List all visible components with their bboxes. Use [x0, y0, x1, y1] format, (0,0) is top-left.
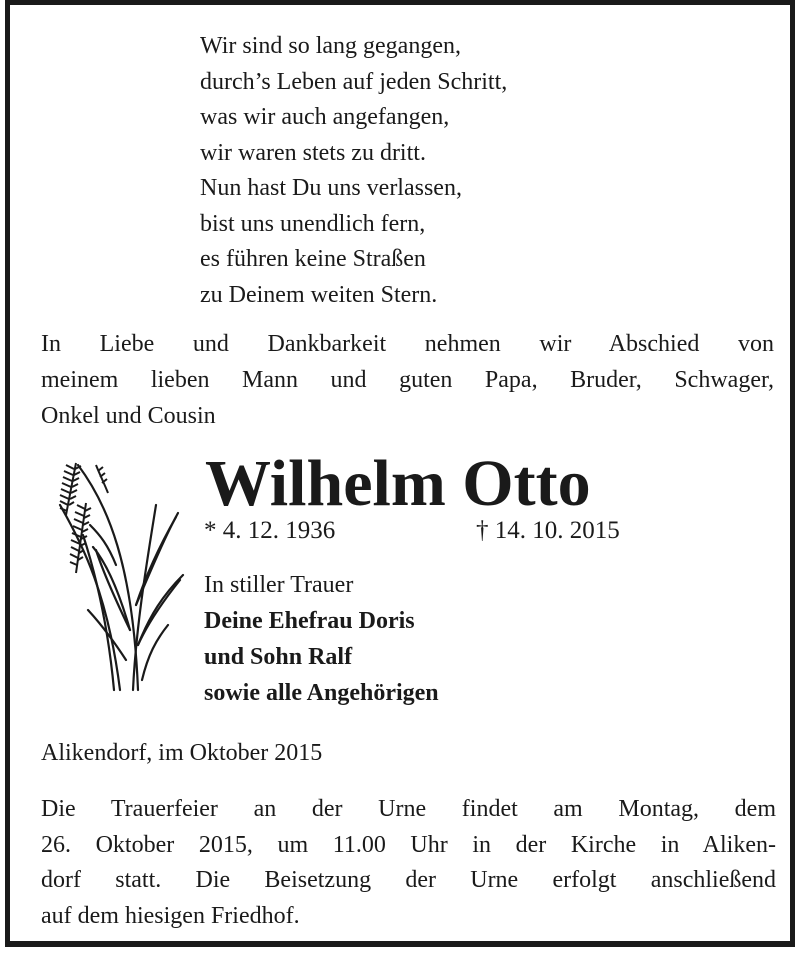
- poem-line: Nun hast Du uns verlassen,: [200, 175, 462, 201]
- mourner-name: und Sohn Ralf: [204, 644, 353, 670]
- poem-line: was wir auch angefangen,: [200, 104, 450, 130]
- place-date: Alikendorf, im Oktober 2015: [41, 740, 323, 766]
- deceased-name: Wilhelm Otto: [205, 447, 591, 520]
- funeral-line: Die Trauerfeier an der Urne findet am Montag, dem: [41, 796, 776, 822]
- wheat-ears-icon: [38, 445, 188, 695]
- poem: [200, 29, 507, 313]
- death-date: † 14. 10. 2015: [476, 517, 620, 544]
- poem-line: zu Deinem weiten Stern.: [200, 281, 438, 308]
- poem-line: bist uns unendlich fern,: [200, 210, 426, 237]
- funeral-details: [41, 792, 776, 934]
- farewell-line: In Liebe und Dankbarkeit nehmen wir Abschied von: [41, 331, 774, 357]
- farewell-line: Onkel und Cousin: [41, 403, 216, 429]
- obituary-notice: [5, 0, 795, 947]
- farewell-line: meinem lieben Mann und guten Papa, Bruder, Schwager,: [41, 367, 774, 393]
- funeral-line: dorf statt. Die Beisetzung der Urne erfolgt anschließend: [41, 867, 776, 893]
- mourners-block: [204, 567, 439, 711]
- mourners-heading: In stiller Trauer: [204, 572, 354, 598]
- mourner-name: Deine Ehefrau Doris: [204, 608, 415, 634]
- poem-line: durch’s Leben auf jeden Schritt,: [200, 68, 508, 95]
- poem-line: es führen keine Straßen: [200, 246, 426, 272]
- birth-date: * 4. 12. 1936: [204, 517, 336, 544]
- poem-line: wir waren stets zu dritt.: [200, 139, 426, 166]
- funeral-line: 26. Oktober 2015, um 11.00 Uhr in der Kirche in Aliken-: [41, 831, 776, 858]
- farewell-text: [41, 326, 774, 434]
- funeral-line: auf dem hiesigen Friedhof.: [41, 902, 300, 929]
- poem-line: Wir sind so lang gegangen,: [200, 33, 461, 59]
- mourner-name: sowie alle Angehörigen: [204, 680, 439, 706]
